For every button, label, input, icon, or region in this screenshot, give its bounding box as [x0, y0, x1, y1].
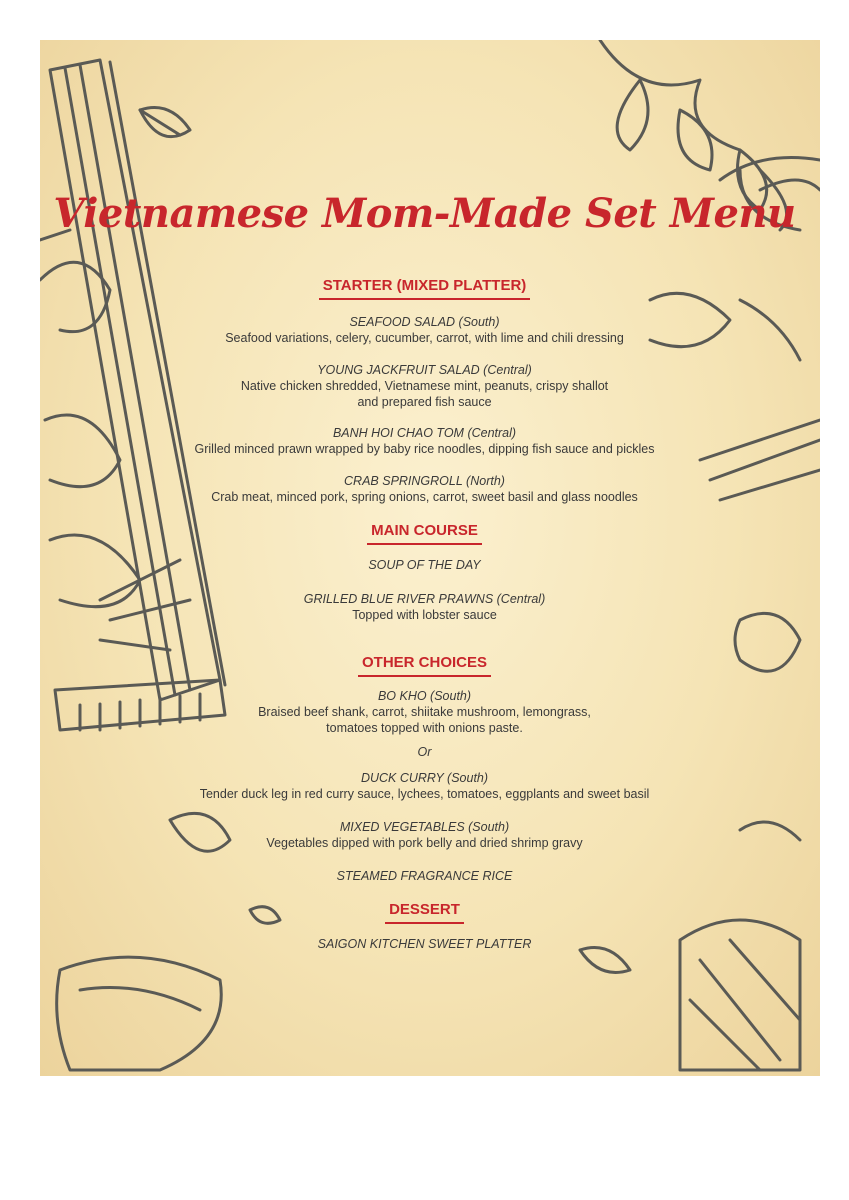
dish-name: YOUNG JACKFRUIT SALAD (Central) [317, 363, 532, 377]
dish-description: Braised beef shank, carrot, shiitake mushroom, lemongrass, [258, 705, 591, 719]
dish-name: BO KHO (South) [377, 689, 472, 703]
section-heading-dessert: DESSERT [0, 901, 849, 924]
dish-name: SOUP OF THE DAY [368, 558, 481, 572]
dish-name: BANH HOI CHAO TOM (Central) [332, 426, 517, 440]
dish-description: Crab meat, minced pork, spring onions, carrot, sweet basil and glass noodles [211, 490, 638, 504]
dish-name: MIXED VEGETABLES (South) [339, 820, 510, 834]
dish-description: Grilled minced prawn wrapped by baby rice noodles, dipping fish sauce and pickles [194, 442, 655, 456]
dish-name: DUCK CURRY (South) [360, 771, 489, 785]
dish-description: tomatoes topped with onions paste. [326, 721, 523, 735]
section-heading-other: OTHER CHOICES [0, 654, 849, 677]
dish-name: SAIGON KITCHEN SWEET PLATTER [317, 937, 532, 951]
dish-description: Native chicken shredded, Vietnamese mint, peanuts, crispy shallot [240, 379, 609, 393]
dish-name: STEAMED FRAGRANCE RICE [336, 869, 513, 883]
dish-description: Seafood variations, celery, cucumber, carrot, with lime and chili dressing [225, 331, 624, 345]
dish-name: GRILLED BLUE RIVER PRAWNS (Central) [303, 592, 546, 606]
dish-name: CRAB SPRINGROLL (North) [344, 474, 505, 488]
or-separator: Or [417, 745, 432, 759]
dish-description: Tender duck leg in red curry sauce, lychees, tomatoes, eggplants and sweet basil [199, 787, 650, 801]
section-heading-main: MAIN COURSE [0, 522, 849, 545]
dish-description: and prepared fish sauce [357, 395, 492, 409]
dish-description: Topped with lobster sauce [352, 608, 497, 622]
dish-name: SEAFOOD SALAD (South) [349, 315, 500, 329]
dish-description: Vegetables dipped with pork belly and dried shrimp gravy [266, 836, 583, 850]
section-heading-starter: STARTER (MIXED PLATTER) [0, 277, 849, 300]
menu-title: Vietnamese Mom-Made Set Menu [53, 190, 796, 237]
